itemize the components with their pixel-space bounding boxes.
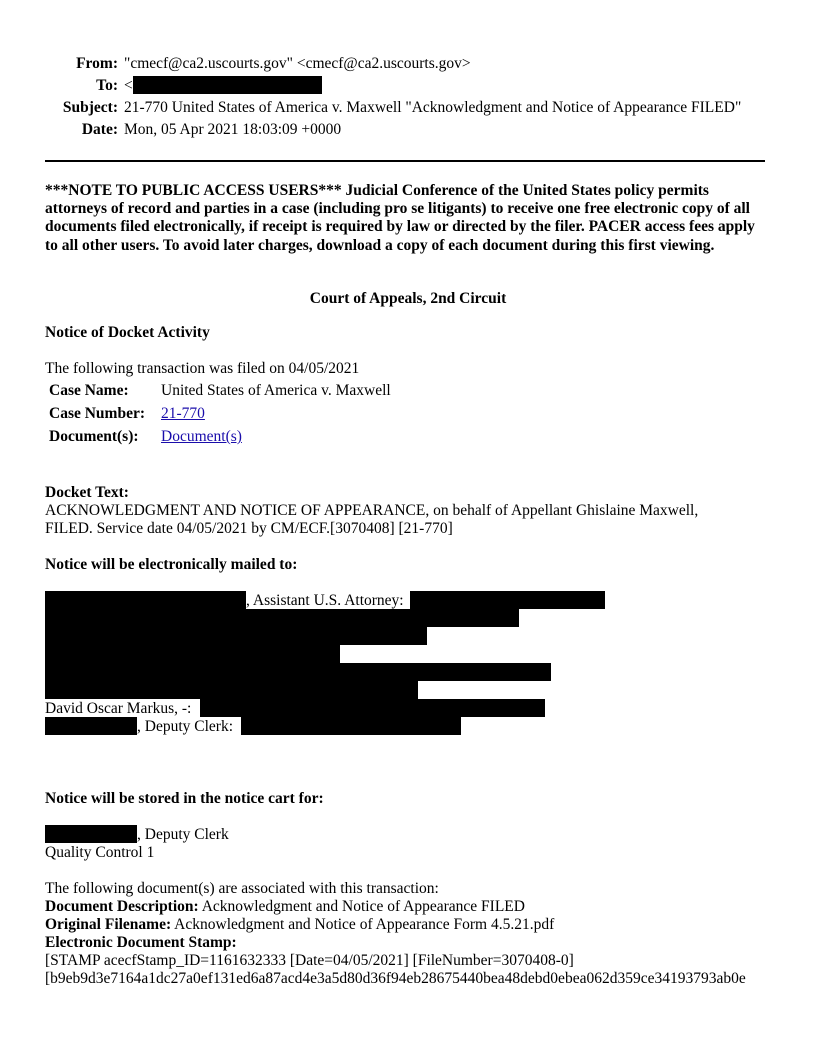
documents-intro: The following document(s) are associated with this transaction: <box>45 880 439 897</box>
public-access-notice: ***NOTE TO PUBLIC ACCESS USERS*** Judicial Conference of the United States policy permits attorneys of record and parties in a case (including pro se litigants) to receive one free electronic copy of all documents filed electronically, if receipt is required by law or directed by the filer. PACER access fees apply to all other users. To avoid later charges, download a copy of each document during this first viewing. <box>45 182 755 254</box>
documents-label: Document(s): <box>49 428 139 445</box>
case-number-label: Case Number: <box>49 405 145 422</box>
activity-heading: Notice of Docket Activity <box>45 324 210 341</box>
date-value: Mon, 05 Apr 2021 18:03:09 +0000 <box>124 121 342 138</box>
documents-link[interactable]: Document(s) <box>161 428 242 445</box>
docket-text-line1: ACKNOWLEDGMENT AND NOTICE OF APPEARANCE, on behalf of Appellant Ghislaine Maxwell, <box>45 502 699 519</box>
markus-text: David Oscar Markus, -: <box>45 700 192 717</box>
case-name-label: Case Name: <box>49 382 129 399</box>
redaction-mail-10 <box>241 717 461 735</box>
date-label: Date: <box>81 121 118 138</box>
original-filename-row <box>45 916 554 934</box>
subject-value: 21-770 United States of America v. Maxwell "Acknowledgment and Notice of Appearance FILED" <box>124 99 742 116</box>
redaction-to <box>133 76 322 94</box>
mailed-heading: Notice will be electronically mailed to: <box>45 556 298 573</box>
docket-text-label: Docket Text: <box>45 484 129 501</box>
document-stamp-line1: [STAMP acecfStamp_ID=1161632333 [Date=04/05/2021] [FileNumber=3070408-0] <box>45 952 574 969</box>
document-stamp-label: Electronic Document Stamp: <box>45 934 237 951</box>
assistant-us-attorney-text: , Assistant U.S. Attorney: <box>246 592 404 609</box>
court-name: Court of Appeals, 2nd Circuit <box>309 290 507 307</box>
docket-text-line2: FILED. Service date 04/05/2021 by CM/ECF.[3070408] [21-770] <box>45 520 453 537</box>
transaction-line: The following transaction was filed on 04/05/2021 <box>45 360 360 377</box>
redaction-mail-9 <box>45 717 137 735</box>
document-description-label: Document Description: <box>45 898 199 915</box>
case-name-value: United States of America v. Maxwell <box>161 382 391 399</box>
redaction-mail-5 <box>45 645 340 663</box>
quality-control-text: Quality Control 1 <box>45 844 155 861</box>
from-value: "cmecf@ca2.uscourts.gov" <cmecf@ca2.uscourts.gov> <box>124 55 471 72</box>
redaction-cart-1 <box>45 825 137 843</box>
original-filename-value: Acknowledgment and Notice of Appearance Form 4.5.21.pdf <box>174 916 555 933</box>
redaction-mail-1 <box>45 591 246 609</box>
subject-label: Subject: <box>62 99 118 116</box>
redaction-mail-2 <box>410 591 605 609</box>
original-filename-label: Original Filename: <box>45 916 172 933</box>
header-divider <box>45 160 765 162</box>
redaction-mail-3 <box>45 609 519 627</box>
redaction-mail-7 <box>45 681 418 699</box>
redaction-mail-8 <box>200 699 545 717</box>
redaction-mail-6 <box>45 663 551 681</box>
document-stamp-line2: [b9eb9d3e7164a1dc27a0ef131ed6a87acd4e3a5d80d36f94eb28675440bea48debd0ebea062d359ce34193793ab0e <box>45 970 746 987</box>
document-description-row <box>45 898 525 916</box>
cart-deputy-clerk-text: , Deputy Clerk <box>137 826 229 843</box>
cart-heading: Notice will be stored in the notice cart for: <box>45 790 324 807</box>
redaction-mail-4 <box>45 627 427 645</box>
to-label: To: <box>96 77 118 94</box>
case-number-link[interactable]: 21-770 <box>161 405 205 422</box>
to-value: < <box>124 77 133 94</box>
from-label: From: <box>76 55 118 72</box>
deputy-clerk-mail-text: , Deputy Clerk: <box>137 718 233 735</box>
document-description-value: Acknowledgment and Notice of Appearance FILED <box>201 898 525 915</box>
